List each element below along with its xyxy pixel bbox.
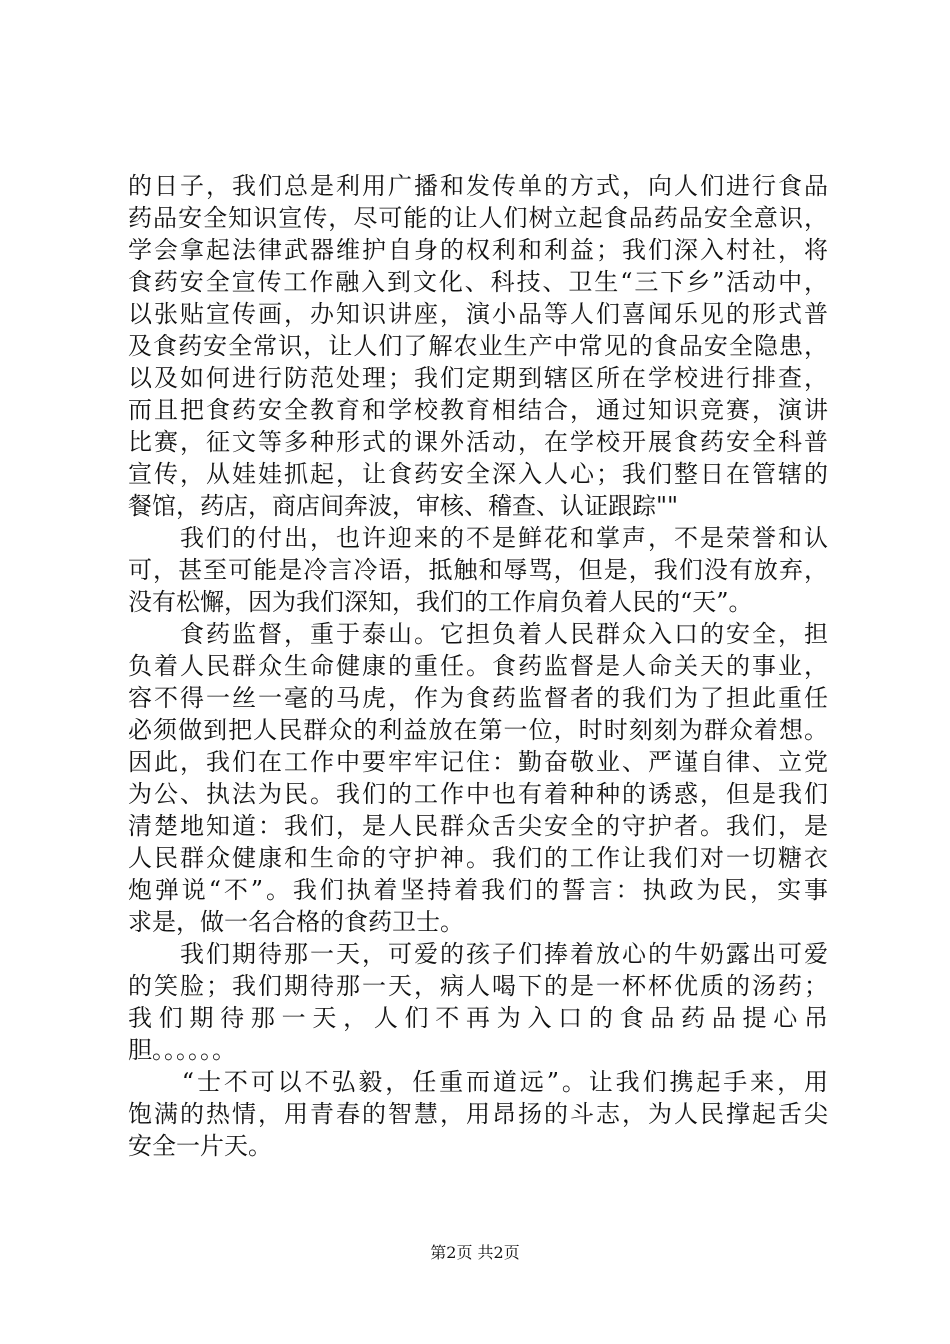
page-number-footer: 第2页 共2页 [430,1243,520,1262]
text-line: 可，甚至可能是冷言冷语，抵触和辱骂，但是，我们没有放弃， [128,556,828,584]
text-line: 没有松懈，因为我们深知，我们的工作肩负着人民的“天”。 [128,588,753,616]
text-line: 清楚地知道：我们，是人民群众舌尖安全的守护者。我们，是 [128,812,828,840]
text-line: 食药安全宣传工作融入到文化、科技、卫生“三下乡”活动中， [128,268,828,296]
text-line: 炮弹说“不”。我们执着坚持着我们的誓言：执政为民，实事 [128,876,828,904]
text-line: 负着人民群众生命健康的重任。食药监督是人命关天的事业， [128,652,828,680]
text-line: 我们的付出，也许迎来的不是鲜花和掌声，不是荣誉和认 [128,524,828,552]
text-line: 比赛，征文等多种形式的课外活动，在学校开展食药安全科普 [128,428,828,456]
text-line: “士不可以不弘毅，任重而道远”。让我们携起手来，用 [128,1068,828,1096]
text-line: 人民群众健康和生命的守护神。我们的工作让我们对一切糖衣 [128,844,828,872]
text-line: 我们期待那一天，可爱的孩子们捧着放心的牛奶露出可爱 [128,940,828,968]
text-line: 学会拿起法律武器维护自身的权利和利益；我们深入村社，将 [128,236,828,264]
document-body [128,170,828,1162]
text-line: 必须做到把人民群众的利益放在第一位，时时刻刻为群众着想。 [128,716,828,744]
text-line: 的笑脸；我们期待那一天，病人喝下的是一杯杯优质的汤药； [128,972,828,1000]
text-line: 安全一片天。 [128,1132,272,1160]
text-line: 胆。。。。。。 [128,1036,236,1064]
text-line: 餐馆，药店，商店间奔波，审核、稽查、认证跟踪"" [128,492,679,520]
text-line: 我们期待那一天，人们不再为入口的食品药品提心吊 [128,1004,828,1032]
text-line: 饱满的热情，用青春的智慧，用昂扬的斗志，为人民撑起舌尖 [128,1100,828,1128]
text-line: 为公、执法为民。我们的工作中也有着种种的诱惑，但是我们 [128,780,828,808]
text-line: 以张贴宣传画，办知识讲座，演小品等人们喜闻乐见的形式普 [128,300,828,328]
text-line: 因此，我们在工作中要牢牢记住：勤奋敬业、严谨自律、立党 [128,748,828,776]
text-line: 以及如何进行防范处理；我们定期到辖区所在学校进行排查， [128,364,828,392]
text-line: 及食药安全常识，让人们了解农业生产中常见的食品安全隐患， [128,332,828,360]
text-line: 食药监督，重于泰山。它担负着人民群众入口的安全，担 [128,620,828,648]
text-line: 容不得一丝一毫的马虎，作为食药监督者的我们为了担此重任 [128,684,828,712]
text-line: 药品安全知识宣传，尽可能的让人们树立起食品药品安全意识， [128,204,828,232]
text-line: 求是，做一名合格的食药卫士。 [128,908,464,936]
text-line: 的日子，我们总是利用广播和发传单的方式，向人们进行食品 [128,172,828,200]
text-line: 而且把食药安全教育和学校教育相结合，通过知识竞赛，演讲 [128,396,828,424]
text-line: 宣传，从娃娃抓起，让食药安全深入人心；我们整日在管辖的 [128,460,828,488]
